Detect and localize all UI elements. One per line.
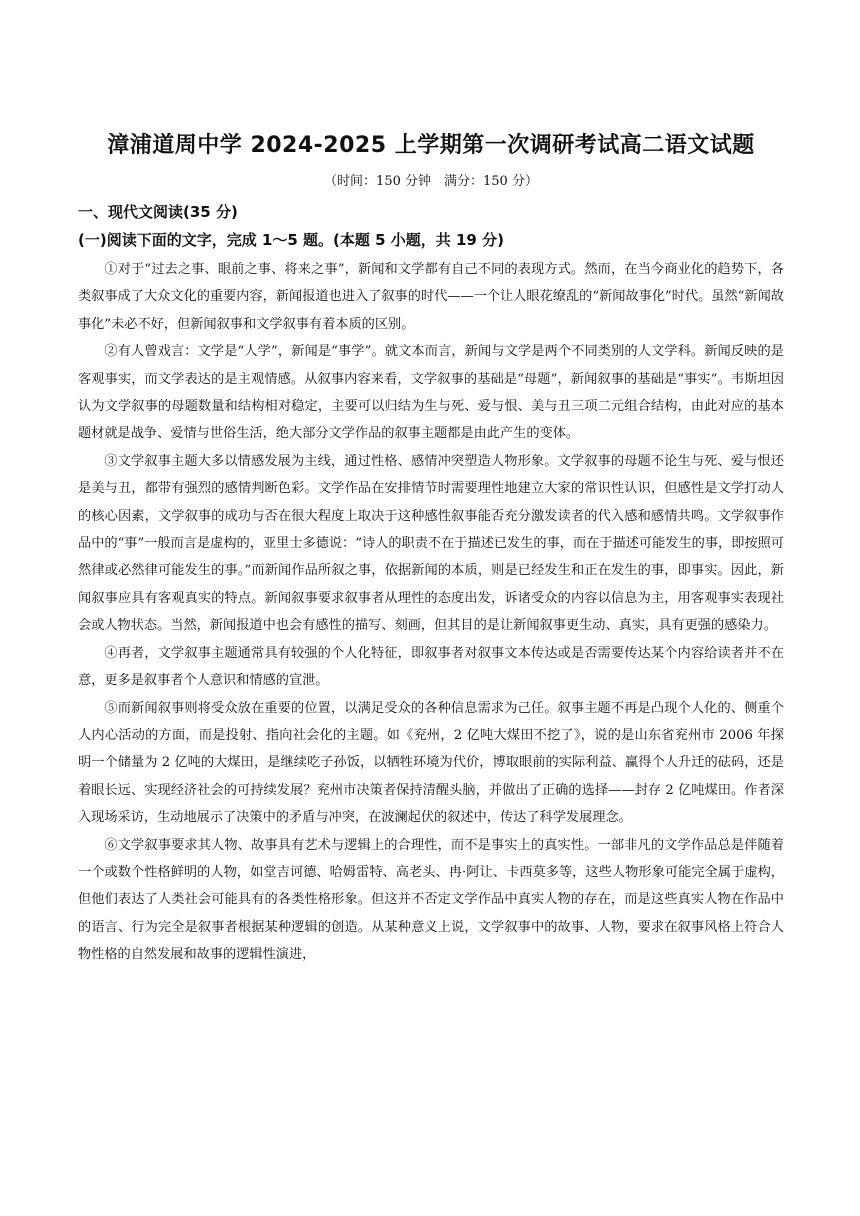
paragraph-3: ③文学叙事主题大多以情感发展为主线，通过性格、感情冲突塑造人物形象。文学叙事的母题不论生与死、爱与恨还是美与丑，都带有强烈的感情判断色彩。文学作品在安排情节时需要理性地建立大家的常识性认识，但感性是文学打动人的核心因素，文学叙事的成功与否在很大程度上取决于这种感性叙事能否充分激发读者的代入感和感情共鸣。文学叙事作品中的“事”一般而言是虚构的，亚里士多德说：“诗人的职责不在于描述已发生的事，而在于描述可能发生的事，即按照可然律或必然律可能发生的事。”而新闻作品所叙之事，依据新闻的本质，则是已经发生和正在发生的事，即事实。因此，新闻叙事应具有客观真实的特点。新闻叙事要求叙事者从理性的态度出发，诉诸受众的内容以信息为主，用客观事实表现社会或人物状态。当然，新闻报道中也会有感性的描写、刻画，但其目的是让新闻叙事更生动、真实，具有更强的感染力。 xyxy=(78,453,784,634)
paragraph-1: ①对于“过去之事、眼前之事、将来之事”，新闻和文学都有自己不同的表现方式。然而，在当今商业化的趋势下，各类叙事成了大众文化的重要内容，新闻报道也进入了叙事的时代——一个让人眼花缭乱的“新闻故事化”时代。虽然“新闻故事化”未必不好，但新闻叙事和文学叙事有着本质的区别。 xyxy=(78,262,784,332)
paragraph-6: ⑥文学叙事要求其人物、故事具有艺术与逻辑上的合理性，而不是事实上的真实性。一部非凡的文学作品总是伴随着一个或数个性格鲜明的人物，如堂吉诃德、哈姆雷特、高老头、冉·阿让、卡西莫多等，这些人物形象可能完全属于虚构，但他们表达了人类社会可能具有的各类性格形象。但这并不否定文学作品中真实人物的存在，而是这些真实人物在作品中的语言、行为完全是叙事者根据某种逻辑的创造。从某种意义上说，文学叙事中的故事、人物，要求在叙事风格上符合人物性格的自然发展和故事的逻辑性演进， xyxy=(78,837,784,963)
exam-page xyxy=(78,126,784,969)
exam-title: 漳浦道周中学 2024-2025 上学期第一次调研考试高二语文试题 xyxy=(107,133,755,158)
exam-time-info: （时间：150 分钟 满分：150 分） xyxy=(324,174,538,189)
paragraph-5: ⑤而新闻叙事则将受众放在重要的位置，以满足受众的各种信息需求为己任。叙事主题不再是凸现个人化的、侧重个人内心活动的方面，而是投射、指向社会化的主题。如《兖州，2 亿吨大煤田不挖了》，说的是山东省兖州市 2006 年探明一个储量为 2 亿吨的大煤田，是继续吃子孙饭，以牺牲环境为代价，博取眼前的实际利益、赢得个人升迁的砝码，还是着眼长远、实现经济社会的可持续发展？兖州市决策者保持清醒头脑，并做出了正确的选择——封存 2 亿吨煤田。作者深入现场采访，生动地展示了决策中的矛盾与冲突，在波澜起伏的叙述中，传达了科学发展理念。 xyxy=(78,700,784,826)
subsection-heading: (一)阅读下面的文字，完成 1～5 题。(本题 5 小题，共 19 分) xyxy=(78,231,504,249)
section-heading: 一、现代文阅读(35 分) xyxy=(78,203,238,221)
paragraph-4: ④再者，文学叙事主题通常具有较强的个人化特征，即叙事者对叙事文本传达或是否需要传达某个内容给读者并不在意，更多是叙事者个人意识和情感的宣泄。 xyxy=(78,645,784,689)
paragraph-2: ②有人曾戏言：文学是“人学”，新闻是“事学”。就文本而言，新闻与文学是两个不同类别的人文学科。新闻反映的是客观事实，而文学表达的是主观情感。从叙事内容来看，文学叙事的基础是“母题”，新闻叙事的基础是“事实”。韦斯坦因认为文学叙事的母题数量和结构相对稳定，主要可以归结为生与死、爱与恨、美与丑三项二元组合结构，由此对应的基本题材就是战争、爱情与世俗生活，绝大部分文学作品的叙事主题都是由此产生的变体。 xyxy=(78,344,784,442)
